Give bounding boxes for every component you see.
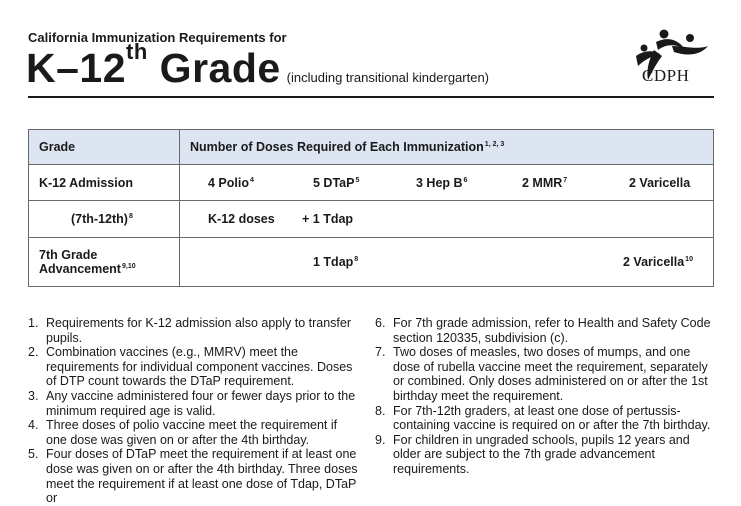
footnotes-left <box>28 316 358 506</box>
footnote-item: 1. Requirements for K-12 admission also apply to transfer pupils. <box>28 316 352 345</box>
row-grade-label: $(7th-12th)^8$ <box>29 201 180 238</box>
requirements-table <box>28 129 714 287</box>
title-grade-range: K–12th Grade <box>26 39 281 91</box>
dose-varicella-advancement: 2 Varicella$^{10}$ <box>623 255 693 269</box>
dose-varicella: 2 Varicella <box>629 175 691 190</box>
title-parenthetical: (including transitional kindergarten) <box>286 70 490 85</box>
header-grade: Grade <box>29 130 180 165</box>
dose-k12: K-12 doses <box>208 212 275 226</box>
dose-polio: 4 Polio$^4$ <box>208 175 254 190</box>
footnote-item: 2. Combination vaccines (e.g., MMRV) meet the requirements for individual component vaccines. Doses of DTP count towards the DTaP requirement. <box>28 345 353 389</box>
footnotes-right <box>375 316 720 477</box>
footnote-item: 5. Four doses of DTaP meet the requirement if at least one dose was given on or after the 4th birthday. Three doses meet the requirement if at least one dose of Tdap, DTaP or <box>28 447 358 506</box>
dose-mmr: 2 MMR$^7$ <box>522 175 568 190</box>
dose-hepb: 3 Hep $B^6$ <box>416 175 468 190</box>
header-divider <box>28 96 714 98</box>
table-row <box>29 238 714 287</box>
row-grade-label: K-12 Admission <box>29 165 180 201</box>
table-header-row <box>29 130 714 165</box>
table-row <box>29 201 714 238</box>
footnote-item: 3. Any vaccine administered four or fewer days prior to the minimum required age is valid. <box>28 388 356 418</box>
footnote-item: 8. For 7th-12th graders, at least one dose of pertussis-containing vaccine is required on or after the 7th birthday. <box>375 403 711 433</box>
table-row <box>29 165 714 201</box>
header-doses: Number of Doses Required of Each Immunization$^{1, 2, 3}$ <box>180 130 714 165</box>
cdph-logo-text: CDPH <box>642 66 690 85</box>
dose-dtap: 5 DTaP$^5$ <box>313 175 360 190</box>
footnote-item: 7. Two doses of measles, two doses of mumps, and one dose of rubella vaccine meet the requirement, separately or combined. Only doses administered on or after the 1st birthday meet the requirement. <box>375 345 708 403</box>
footnote-item: 9. For children in ungraded schools, pupils 12 years and older are subject to the 7th grade advancement requirements. <box>375 432 690 476</box>
footnote-item: 6. For 7th grade admission, refer to Health and Safety Code section 120335, subdivision (c). <box>375 316 711 345</box>
footnote-item: 4. Three doses of polio vaccine meet the requirement if one dose was given on or after the 4th birthday. <box>28 418 338 447</box>
document-subtitle: California Immunization Requirements for <box>28 30 287 45</box>
dose-tdap: + 1 Tdap <box>302 212 354 226</box>
document-title <box>26 39 490 91</box>
row-grade-label: 7th Grade Advancement$^{9,10}$ <box>29 238 180 287</box>
dose-tdap-advancement: 1 Tdap$^8$ <box>313 255 359 269</box>
